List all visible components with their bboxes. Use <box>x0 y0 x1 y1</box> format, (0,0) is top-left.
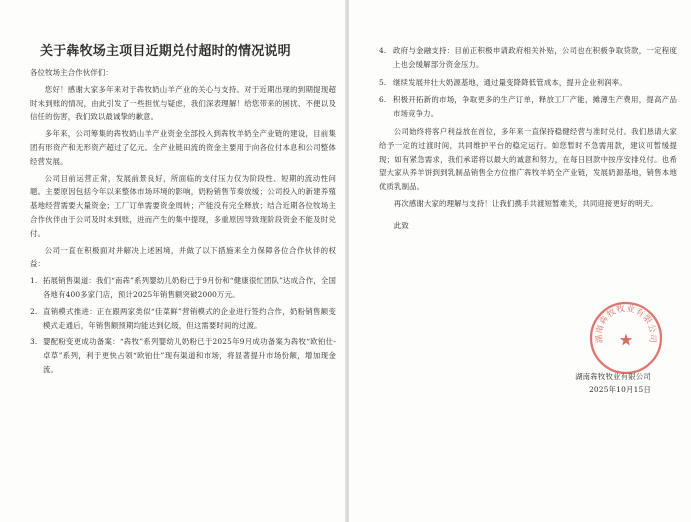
paragraph-thanks: 您好！感谢大家多年来对于犇牧奶山羊产业的关心与支持。对于近期出现的到期提现超时未到账的情况，由此引发了一些担忧与疑虑，我们深表理解！给您带来的困扰、不便以及信任的伤害，我们致以最诚挚的歉意。 <box>30 84 336 122</box>
measure-text: 婴配粉变更成功备案：“犇牧”系列婴幼儿奶粉已于2025年9月成功备案为犇牧“欧铂仕-卓草”系列，利于更快占领“欧铂仕”现有渠道和市场，将显著提升市场份额，增加现金流。 <box>43 337 336 374</box>
paragraph-operations: 公司目前运营正常，发展前景良好，所面临的支付压力仅为阶段性、短期的流动性问题。主要原因包括今年以来整体市场环境的影响，奶粉销售节奏放缓；公司投入的新建养殖基地经营需要大量资金；工厂订单需要资金周转；产能没有完全释放；结合近期各位牧场主合作伙伴由于公司及时未到账，进而产生的集中提现，多重原因导致现阶段资金不能及时兑付。 <box>30 173 336 238</box>
seal-text: 湖南犇牧牧业有限公司 <box>593 303 659 344</box>
measure-item <box>30 335 336 376</box>
signature-date: 2025年10月15日 <box>589 385 651 394</box>
measure-text: 拓展销售渠道：我们“南犇”系列婴幼儿奶粉已于9月份和“健康很忙团队”达成合作，全国各地有400多家门店，预计2025年销售额突破2000万元。 <box>43 276 336 299</box>
measure-number: 4. <box>379 46 387 55</box>
measure-item <box>30 305 336 333</box>
measure-text: 积极开拓新的市场，争取更多的生产订单，释放工厂产能，摊薄生产费用，提高产品市场竞争力。 <box>393 95 677 119</box>
paragraph-commitment: 公司始终将客户利益放在首位，多年来一直保持稳健经营与准时兑付。我们恳请大家给予一定的过渡时间，共同维护平台的稳定运行。如您暂时不急需用款，建议可暂缓提现；如有紧急需求，我们承诺将以最大的诚意和努力，在每日回款中按序安排兑付。也希望大家从养羊饼到到乳制品销售全方位推广犇牧羊奶全产业链，发展奶源基地，销售本地优质乳制品。 <box>379 126 677 192</box>
company-seal <box>588 300 664 376</box>
measure-number: 2. <box>30 306 38 316</box>
measure-number: 6. <box>379 95 387 105</box>
measure-text: 继续发展井壮大奶源基地，通过量变降降低管成本，提升企业利润率。 <box>393 77 627 87</box>
measure-item <box>30 274 336 302</box>
measure-item <box>379 44 677 72</box>
paragraph-funding: 多年来，公司筹集的犇牧奶山羊产业资金全部投入到犇牧羊奶全产业链的建设，目前集团有形资产和无形资产超过了亿元。全产业链田流的资金主要用于向各位付本息和公司整体经营发展。 <box>30 129 336 166</box>
paragraph-measures-intro: 公司一直在积极面对并解决上述困境，并做了以下措施来全力保障各位合作伙伴的权益： <box>30 245 336 269</box>
measure-text: 直销模式推进：正在跟两家类似“佳菜鲜”营销模式的企业进行签约合作，奶粉销售额变模式走通后，年销售额预期均能达到亿级，但这需要时间的过渡。 <box>43 306 336 330</box>
company-name: 湖南犇牧牧业有限公司 <box>575 372 651 381</box>
measure-number: 1. <box>30 276 38 286</box>
measure-text: 政府与金融支持：目前正积极申请政府相关补贴，公司也在积极争取贷款，一定程度上也会缓解部分资金压力。 <box>393 46 677 69</box>
measure-number: 3. <box>30 337 38 347</box>
measure-item <box>379 93 677 121</box>
measure-item <box>379 76 677 90</box>
document-title: 关于犇牧场主项目近期兑付超时的情况说明 <box>40 44 291 59</box>
paragraph-closing-thanks: 再次感谢大家的理解与支持！让我们携手共渡短暂难关，共同迎接更好的明天。 <box>393 198 658 208</box>
measure-number: 5. <box>379 77 387 87</box>
seal-star: ★ <box>618 329 634 350</box>
closing-salute: 此致 <box>393 220 409 230</box>
right-page <box>349 0 691 522</box>
salutation: 各位牧场主合作伙伴们： <box>30 68 113 77</box>
